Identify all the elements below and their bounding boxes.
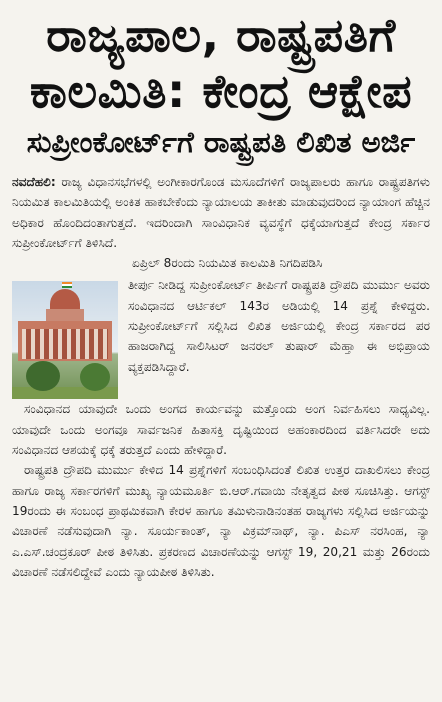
paragraph-1-text: ರಾಜ್ಯ ವಿಧಾನಸಭೆಗಳಲ್ಲಿ ಅಂಗೀಕಾರಗೊಂಡ ಮಸೂದೆಗಳಿಗೆ ರಾಜ್ಯಪಾಲರು ಹಾಗೂ ರಾಷ್ಟ್ರಪತಿಗಳು ನಿಯಮಿತ ಕಾಲಮಿತಿಯಲ್ಲಿ ಅಂಕಿತ ಹಾಕಬೇಕೆಂದು ನ್ಯಾಯಾಲಯ ತಾಕೀತು ಮಾಡುವುದರಿಂದ ನ್ಯಾಯಾಂಗ ಹೆಚ್ಚಿನ ಅಧಿಕಾರ ಹೊಂದಿದಂತಾಗುತ್ತದೆ. ಇದರಿಂದಾಗಿ ಸಾಂವಿಧಾನಿಕ ವ್ಯವಸ್ಥೆಗೆ ಧಕ್ಕೆಯಾಗುತ್ತದೆ ಕೇಂದ್ರ ಸರ್ಕಾರ ಸುಪ್ರೀಂಕೋರ್ಟ್‌ಗೆ ತಿಳಿಸಿದೆ.: [12, 175, 430, 250]
supreme-court-photo: [12, 281, 118, 399]
paragraph-1: [12, 172, 430, 253]
subheadline: ಸುಪ್ರೀಂಕೋರ್ಟ್‌ಗೆ ರಾಷ್ಟ್ರಪತಿ ಲಿಖಿತ ಅರ್ಜಿ: [26, 125, 416, 159]
dome-shape: [50, 289, 80, 311]
headline-line-2: ಕಾಲಮಿತಿ: ಕೇಂದ್ರ ಆಕ್ಷೇಪ: [29, 64, 413, 118]
headline-line-1: ರಾಜ್ಯಪಾಲ, ರಾಷ್ಟ್ರಪತಿಗೆ: [46, 8, 396, 62]
columns-shape: [22, 329, 108, 359]
dateline: ನವದೆಹಲಿ:: [12, 175, 56, 189]
paragraph-2-lead: ಏಪ್ರಿಲ್ 8ರಂದು ನಿಯಮಿತ ಕಾಲಮಿತಿ ನಿಗದಿಪಡಿಸಿ: [132, 256, 323, 271]
article-body: [12, 172, 430, 582]
flag-icon: [62, 282, 72, 288]
paragraph-4: ರಾಷ್ಟ್ರಪತಿ ದ್ರೌಪದಿ ಮುರ್ಮು ಕೇಳಿದ 14 ಪ್ರಶ್ನೆಗಳಿಗೆ ಸಂಬಂಧಿಸಿದಂತೆ ಲಿಖಿತ ಉತ್ತರ ದಾಖಲಿಸಲು ಕೇಂದ್ರ ಹಾಗೂ ರಾಜ್ಯ ಸರ್ಕಾರಗಳಿಗೆ ಮುಖ್ಯ ನ್ಯಾಯಮೂರ್ತಿ ಬಿ.ಆರ್.ಗವಾಯಿ ನೇತೃತ್ವದ ಪೀಠ ಸೂಚಿಸಿತ್ತು. ಆಗಸ್ಟ್ 19ರಂದು ಈ ಸಂಬಂಧ ಪ್ರಾಥಮಿಕವಾಗಿ ಕೇರಳ ಹಾಗೂ ತಮಿಳುನಾಡಿನಂತಹ ರಾಜ್ಯಗಳು ಸಲ್ಲಿಸಿದ ಅರ್ಜಿಯನ್ನು ವಿಚಾರಣೆ ನಡೆಸುವುದಾಗಿ ನ್ಯಾ. ಸೂರ್ಯಕಾಂತ್, ನ್ಯಾ ವಿಕ್ರಮ್‌ನಾಥ್, ನ್ಯಾ. ಪಿಎಸ್ ನರಸಿಂಹ, ನ್ಯಾ ಎ.ಎಸ್.ಚಂದ್ರಕೂರ್ ಪೀಠ ತಿಳಿಸಿತು. ಪ್ರಕರಣದ ವಿಚಾರಣೆಯನ್ನು ಆಗಸ್ಟ್ 19, 20,21 ಮತ್ತು 26ರಂದು ವಿಚಾರಣೆ ನಡೆಸಲಿದ್ದೇವೆ ಎಂದು ನ್ಯಾಯಪೀಠ ತಿಳಿಸಿತು.: [12, 463, 430, 579]
paragraph-2-text: ತೀರ್ಪು ನೀಡಿದ್ದ ಸುಪ್ರೀಂಕೋರ್ಟ್ ತೀರ್ಪಿಗೆ ರಾಷ್ಟ್ರಪತಿ ದ್ರೌಪದಿ ಮುರ್ಮು ಅವರು ಸಂವಿಧಾನದ ಆರ್ಟಿಕಲ್ 143ರ ಅಡಿಯಲ್ಲಿ 14 ಪ್ರಶ್ನೆ ಕೇಳಿದ್ದರು. ಸುಪ್ರೀಂಕೋರ್ಟ್‌ಗೆ ಸಲ್ಲಿಸಿದ ಲಿಖಿತ ಅರ್ಜಿಯಲ್ಲಿ ಕೇಂದ್ರ ಸರ್ಕಾರದ ಪರ ಹಾಜರಾಗಿದ್ದ ಸಾಲಿಸಿಟರ್ ಜನರಲ್ ತುಷಾರ್ ಮೆಹ್ತಾ ಈ ಅಭಿಪ್ರಾಯ ವ್ಯಕ್ತಪಡಿಸಿದ್ದಾರೆ.: [128, 278, 430, 374]
paragraph-3: ಸಂವಿಧಾನದ ಯಾವುದೇ ಒಂದು ಅಂಗದ ಕಾರ್ಯವನ್ನು ಮತ್ತೊಂದು ಅಂಗ ನಿರ್ವಹಿಸಲು ಸಾಧ್ಯವಿಲ್ಲ. ಯಾವುದೇ ಒಂದು ಅಂಗವೂ ಸಾರ್ವಜನಿಕ ಹಿತಾಸಕ್ತಿ ದೃಷ್ಟಿಯಿಂದ ಅಹಂಕಾರದಿಂದ ವರ್ತಿಸಿದರೇ ಅದು ಸಂವಿಧಾನದ ಆಶಯಕ್ಕೆ ಧಕ್ಕೆ ತರುತ್ತದೆ ಎಂದು ಹೇಳಿದ್ದಾರೆ.: [12, 402, 430, 458]
figure-row: [12, 275, 430, 399]
